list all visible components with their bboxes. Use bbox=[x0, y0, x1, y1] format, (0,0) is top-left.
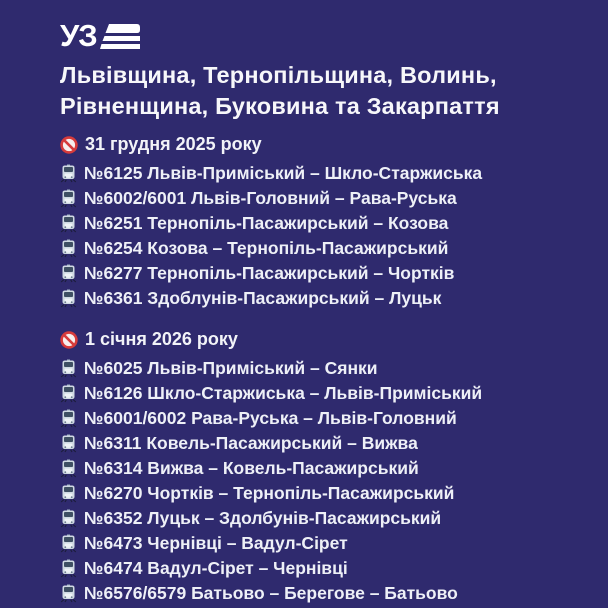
train-route-text: №6311 Ковель-Пасажирський – Вижва bbox=[84, 433, 418, 453]
train-icon bbox=[60, 264, 77, 283]
title-line-1: Львівщина, Тернопільщина, Волинь, bbox=[60, 62, 497, 88]
train-route-text: №6002/6001 Львів-Головний – Рава-Руська bbox=[84, 188, 457, 208]
train-list-item bbox=[60, 581, 578, 606]
train-list-item bbox=[60, 356, 578, 381]
train-route-text: №6314 Вижва – Ковель-Пасажирський bbox=[84, 458, 419, 478]
train-route-text: №6125 Львів-Приміський – Шкло-Старжиська bbox=[84, 163, 483, 183]
section-1-january bbox=[60, 327, 578, 606]
section-31-december bbox=[60, 132, 578, 311]
train-list-item bbox=[60, 481, 578, 506]
train-list-item bbox=[60, 161, 578, 186]
train-icon bbox=[60, 459, 77, 478]
train-icon bbox=[60, 434, 77, 453]
train-list-item bbox=[60, 381, 578, 406]
train-icon bbox=[60, 189, 77, 208]
page-title bbox=[60, 60, 578, 122]
train-list-item bbox=[60, 286, 578, 311]
train-icon bbox=[60, 359, 77, 378]
train-icon bbox=[60, 164, 77, 183]
train-route-text: №6474 Вадул-Сірет – Чернівці bbox=[84, 558, 348, 578]
train-icon bbox=[60, 289, 77, 308]
uz-logo-stripes-icon bbox=[100, 23, 140, 50]
train-route-text: №6361 Здоблунів-Пасажирський – Луцьк bbox=[84, 288, 442, 308]
train-route-text: №6254 Козова – Тернопіль-Пасажирський bbox=[84, 238, 449, 258]
train-icon bbox=[60, 409, 77, 428]
train-route-text: №6126 Шкло-Старжиська – Львів-Приміський bbox=[84, 383, 483, 403]
train-icon bbox=[60, 559, 77, 578]
train-route-text: №6473 Чернівці – Вадул-Сірет bbox=[84, 533, 348, 553]
train-route-text: №6277 Тернопіль-Пасажирський – Чортків bbox=[84, 263, 455, 283]
train-list-item bbox=[60, 261, 578, 286]
section-date-header bbox=[60, 327, 578, 352]
train-list-item bbox=[60, 431, 578, 456]
train-icon bbox=[60, 384, 77, 403]
uz-logo-text: УЗ bbox=[60, 17, 97, 53]
train-list-item bbox=[60, 506, 578, 531]
train-list-item bbox=[60, 186, 578, 211]
section-date-text: 1 січня 2026 року bbox=[85, 329, 238, 349]
train-icon bbox=[60, 534, 77, 553]
train-icon bbox=[60, 214, 77, 233]
train-icon bbox=[60, 509, 77, 528]
train-list-item bbox=[60, 556, 578, 581]
no-entry-icon bbox=[60, 136, 78, 154]
train-icon bbox=[60, 239, 77, 258]
section-date-header bbox=[60, 132, 578, 157]
train-list-item bbox=[60, 211, 578, 236]
train-list-item bbox=[60, 236, 578, 261]
train-list-item bbox=[60, 531, 578, 556]
train-route-text: №6352 Луцьк – Здолбунів-Пасажирський bbox=[84, 508, 442, 528]
train-route-text: №6001/6002 Рава-Руська – Львів-Головний bbox=[84, 408, 457, 428]
train-icon bbox=[60, 584, 77, 603]
train-icon bbox=[60, 484, 77, 503]
train-route-text: №6025 Львів-Приміський – Сянки bbox=[84, 358, 378, 378]
train-list bbox=[60, 161, 578, 311]
train-list-item bbox=[60, 456, 578, 481]
train-list bbox=[60, 356, 578, 606]
train-route-text: №6270 Чортків – Тернопіль-Пасажирський bbox=[84, 483, 455, 503]
no-entry-icon bbox=[60, 331, 78, 349]
train-list-item bbox=[60, 406, 578, 431]
title-line-2: Рівненщина, Буковина та Закарпаття bbox=[60, 93, 500, 119]
train-route-text: №6251 Тернопіль-Пасажирський – Козова bbox=[84, 213, 449, 233]
uz-logo bbox=[60, 18, 578, 52]
train-route-text: №6576/6579 Батьово – Берегове – Батьово bbox=[84, 583, 458, 603]
section-date-text: 31 грудня 2025 року bbox=[85, 134, 262, 154]
